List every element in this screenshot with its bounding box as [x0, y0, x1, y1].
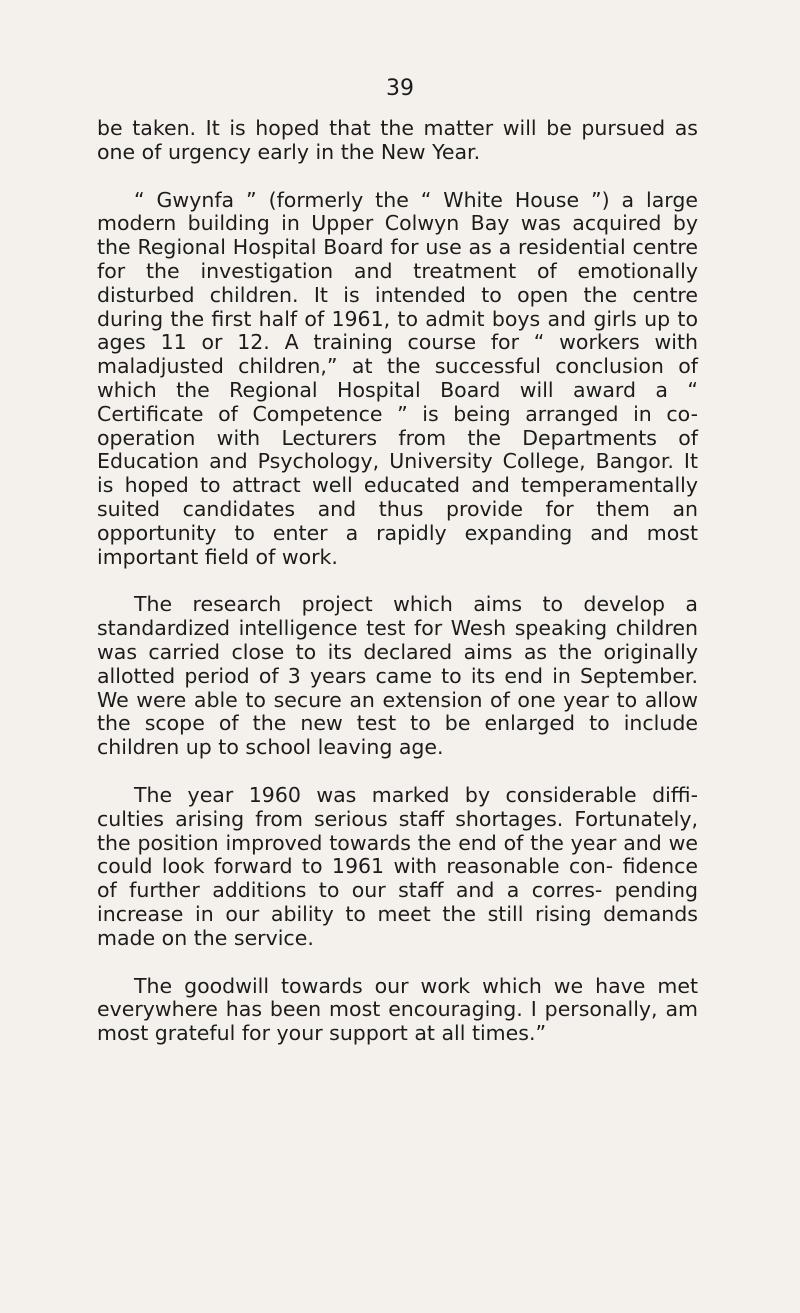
paragraph-continuation: be taken. It is hoped that the matter will be pursued as one of urgency early in the New Year.: [97, 116, 698, 164]
paragraph-gwynfa: “ Gwynfa ” (formerly the “ White House ”) a large modern building in Upper Colwyn Bay was acquired by the Regional Hospital Board for use as a residential centre for the investigation and treatment of emotionally disturbed children. It is intended to open the centre during the first half of 1961, to admit boys and girls up to ages 11 or 12. A training course for “ workers with maladjusted children,” at the successful conclusion of which the Regional Hospital Board will award a “ Certificate of Competence ” is being arranged in co-operation with Lecturers from the Departments of Education and Psychology, University College, Bangor. It is hoped to attract well educated and temperamentally suited candidates and thus provide for them an opportunity to enter a rapidly expanding and most important field of work.: [97, 187, 698, 569]
page-number: 39: [386, 76, 414, 101]
body-text: [97, 117, 698, 1070]
paragraph-goodwill: The goodwill towards our work which we have met everywhere has been most encouraging. I personally, am most grateful for your support at all times.”: [97, 973, 698, 1046]
paragraph-staff-shortages: The year 1960 was marked by considerable diffi- culties arising from serious staff shortages. Fortunately, the position improved towards the end of the year and we could look forward to 1961 with reasonable con- fidence of further additions to our staff and a corres- pending increase in our ability to meet the still rising demands made on the service.: [97, 782, 698, 950]
paragraph-research-project: The research project which aims to develop a standardized intelligence test for Wesh speaking children was carried close to its declared aims as the originally allotted period of 3 years came to its end in September. We were able to secure an extension of one year to allow the scope of the new test to be enlarged to include children up to school leaving age.: [97, 592, 698, 760]
